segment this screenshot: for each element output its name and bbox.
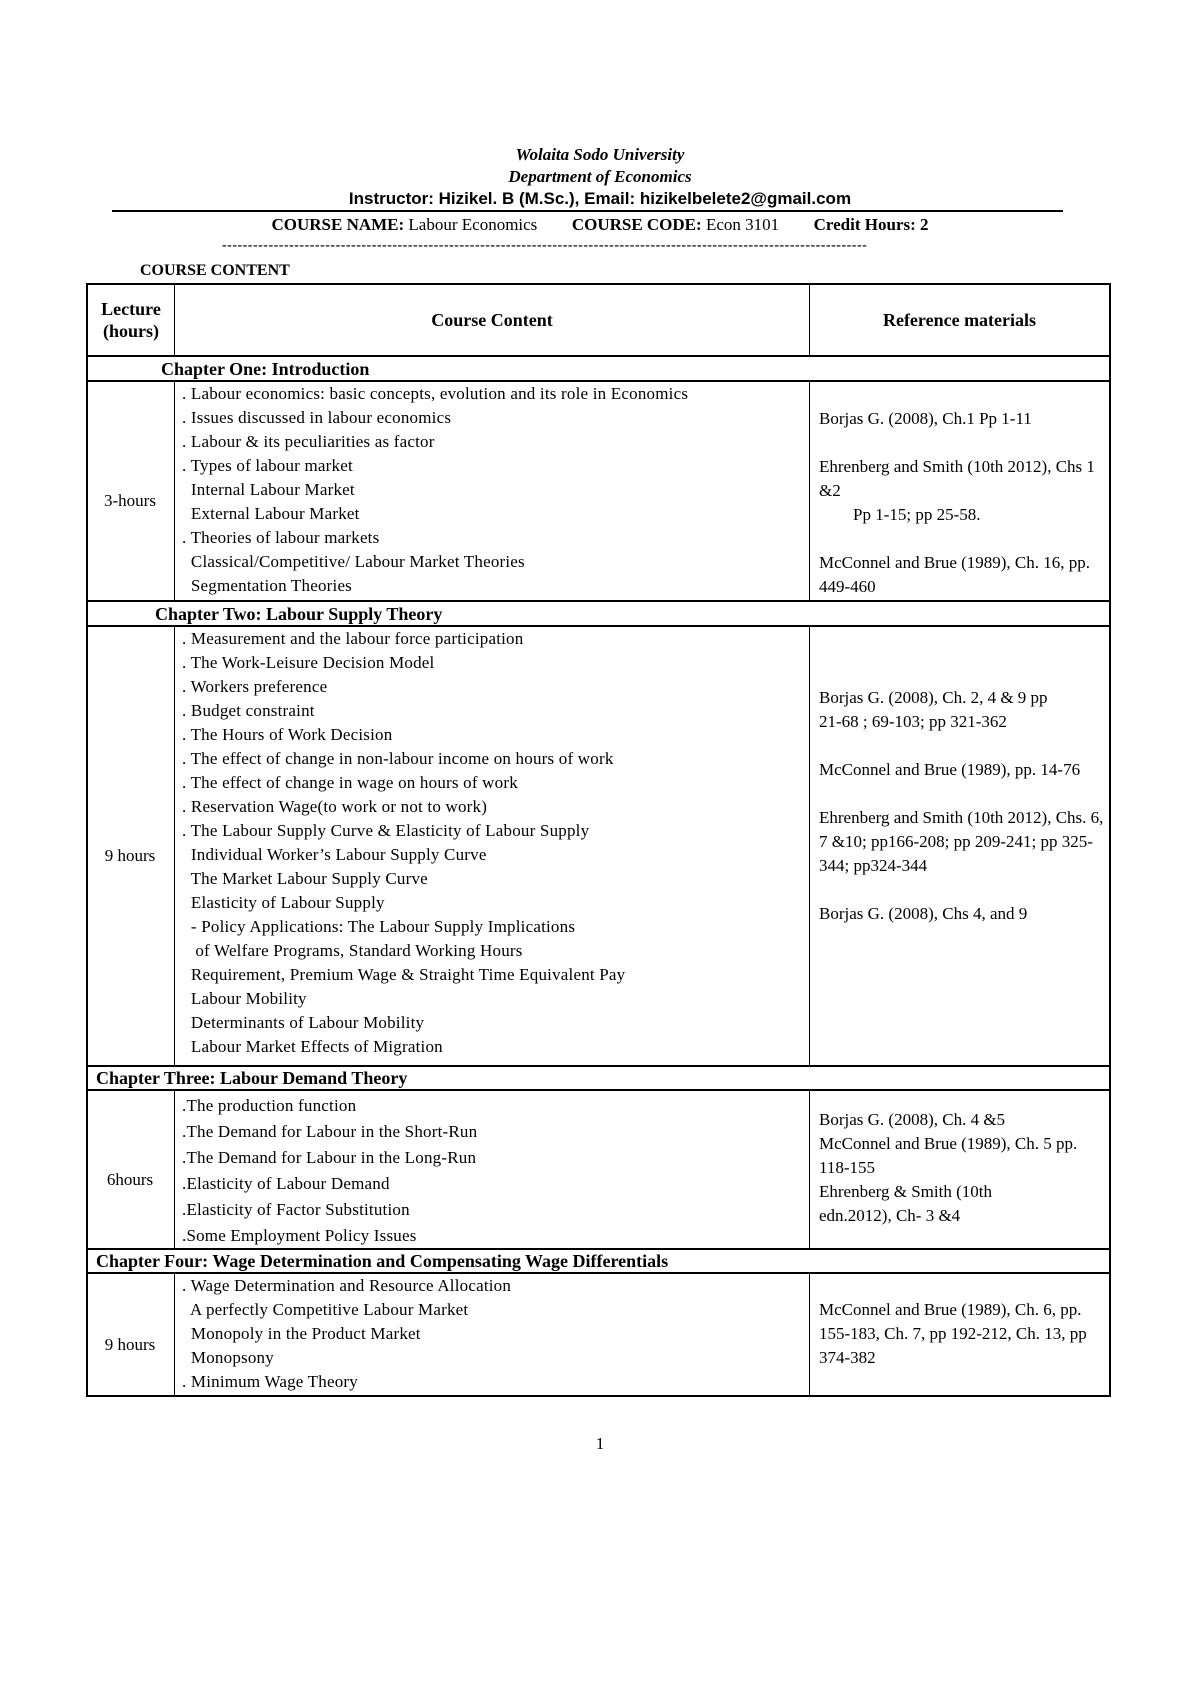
header-reference-materials: Reference materials xyxy=(882,310,1037,330)
list-item: Segmentation Theories xyxy=(182,576,353,595)
list-item: . The effect of change in wage on hours of work xyxy=(182,773,518,792)
list-item: . Types of labour market xyxy=(182,456,353,475)
reference: Pp 1-15; pp 25-58. xyxy=(853,505,981,524)
reference: McConnel and Brue (1989), pp. 14-76 xyxy=(819,760,1081,779)
list-item: . The Hours of Work Decision xyxy=(182,725,393,744)
list-item: . Reservation Wage(to work or not to work) xyxy=(182,797,488,816)
list-item: Monopoly in the Product Market xyxy=(182,1324,421,1343)
list-item: - Policy Applications: The Labour Supply Implications xyxy=(182,917,576,936)
list-item: . Theories of labour markets xyxy=(182,528,380,547)
course-info-line xyxy=(0,215,1200,235)
list-item: Labour Mobility xyxy=(182,989,307,1008)
course-name: Labour Economics xyxy=(408,215,538,234)
list-item: Labour Market Effects of Migration xyxy=(182,1037,443,1056)
list-item: Classical/Competitive/ Labour Market Theories xyxy=(182,552,525,571)
header-rule xyxy=(112,210,1063,212)
chapter-title: Chapter One: Introduction xyxy=(161,359,370,379)
chapter-items xyxy=(182,1274,812,1394)
department-name: Department of Economics xyxy=(508,167,692,186)
list-item: Internal Labour Market xyxy=(182,480,355,499)
list-item: of Welfare Programs, Standard Working Hours xyxy=(182,941,523,960)
reference: McConnel and Brue (1989), Ch. 16, pp. 449-460 xyxy=(819,553,1091,596)
reference: Borjas G. (2008), Chs 4, and 9 xyxy=(819,904,1028,923)
reference: Borjas G. (2008), Ch.1 Pp 1-11 xyxy=(819,409,1032,428)
chapter-items xyxy=(182,627,812,1059)
chapter-title: Chapter Three: Labour Demand Theory xyxy=(96,1068,408,1088)
lecture-hours: 9 hours xyxy=(104,846,156,865)
reference: McConnel and Brue (1989), Ch. 5 pp. 118-155 xyxy=(819,1134,1078,1177)
reference: Ehrenberg and Smith (10th 2012), Chs. 6, 7 &10; pp166-208; pp 209-241; pp 325-344; pp324-344 xyxy=(819,808,1104,875)
section-title: COURSE CONTENT xyxy=(140,262,290,279)
course-name-label: COURSE NAME: xyxy=(271,215,405,234)
list-item: .Elasticity of Labour Demand xyxy=(182,1174,390,1193)
reference: McConnel and Brue (1989), Ch. 6, pp. 155-183, Ch. 7, pp 192-212, Ch. 13, pp 374-382 xyxy=(819,1300,1087,1367)
chapter-title: Chapter Four: Wage Determination and Compensating Wage Differentials xyxy=(96,1251,669,1271)
list-item: .The production function xyxy=(182,1096,357,1115)
list-item: . Wage Determination and Resource Allocation xyxy=(182,1276,512,1295)
chapter-items xyxy=(182,1093,812,1249)
list-item: External Labour Market xyxy=(182,504,360,523)
list-item: A perfectly Competitive Labour Market xyxy=(182,1300,469,1319)
list-item: . Minimum Wage Theory xyxy=(182,1372,358,1391)
list-item: . The Work-Leisure Decision Model xyxy=(182,653,435,672)
header-lecture: Lecture (hours) xyxy=(101,299,161,341)
list-item: . Measurement and the labour force participation xyxy=(182,629,524,648)
list-item: . Labour & its peculiarities as factor xyxy=(182,432,435,451)
chapter-title: Chapter Two: Labour Supply Theory xyxy=(155,604,443,624)
list-item: .Some Employment Policy Issues xyxy=(182,1226,417,1245)
reference: Ehrenberg & Smith (10th edn.2012), Ch- 3 &4 xyxy=(819,1182,992,1225)
course-code: Econ 3101 xyxy=(705,215,780,234)
list-item: The Market Labour Supply Curve xyxy=(182,869,428,888)
list-item: .Elasticity of Factor Substitution xyxy=(182,1200,410,1219)
reference: Ehrenberg and Smith (10th 2012), Chs 1 &2 xyxy=(819,457,1095,500)
chapter-refs xyxy=(819,686,1104,926)
reference: Borjas G. (2008), Ch. 2, 4 & 9 pp 21-68 ; 69-103; pp 321-362 xyxy=(819,688,1048,731)
list-item: . Issues discussed in labour economics xyxy=(182,408,452,427)
list-item: Elasticity of Labour Supply xyxy=(182,893,385,912)
chapter-refs xyxy=(819,407,1104,599)
list-item: .The Demand for Labour in the Long-Run xyxy=(182,1148,477,1167)
lecture-hours: 9 hours xyxy=(104,1335,156,1354)
list-item: . Budget constraint xyxy=(182,701,315,720)
instructor-line: Instructor: Hizikel. B (M.Sc.), Email: hizikelbelete2@gmail.com xyxy=(348,189,852,208)
university-name: Wolaita Sodo University xyxy=(515,145,685,164)
lecture-hours: 6hours xyxy=(106,1170,154,1189)
lecture-hours: 3-hours xyxy=(104,491,156,510)
course-table xyxy=(86,283,1111,1697)
list-item: Determinants of Labour Mobility xyxy=(182,1013,425,1032)
reference: Borjas G. (2008), Ch. 4 &5 xyxy=(819,1110,1006,1129)
list-item: . The Labour Supply Curve & Elasticity of Labour Supply xyxy=(182,821,590,840)
course-code-label: COURSE CODE: xyxy=(571,215,702,234)
header-course-content: Course Content xyxy=(431,310,553,330)
list-item: . Labour economics: basic concepts, evolution and its role in Economics xyxy=(182,384,689,403)
list-item: . The effect of change in non-labour income on hours of work xyxy=(182,749,614,768)
chapter-refs xyxy=(819,1108,1104,1228)
list-item: Individual Worker’s Labour Supply Curve xyxy=(182,845,487,864)
list-item: . Workers preference xyxy=(182,677,328,696)
chapter-refs xyxy=(819,1298,1104,1370)
dash-separator: ----------------------------------------------------------------------------------------------------------------------------- xyxy=(222,240,868,252)
credit-hours: Credit Hours: 2 xyxy=(813,215,929,234)
list-item: Monopsony xyxy=(182,1348,274,1367)
list-item: .The Demand for Labour in the Short-Run xyxy=(182,1122,478,1141)
chapter-items xyxy=(182,382,812,598)
page-number: 1 xyxy=(595,1434,605,1453)
list-item: Requirement, Premium Wage & Straight Time Equivalent Pay xyxy=(182,965,626,984)
